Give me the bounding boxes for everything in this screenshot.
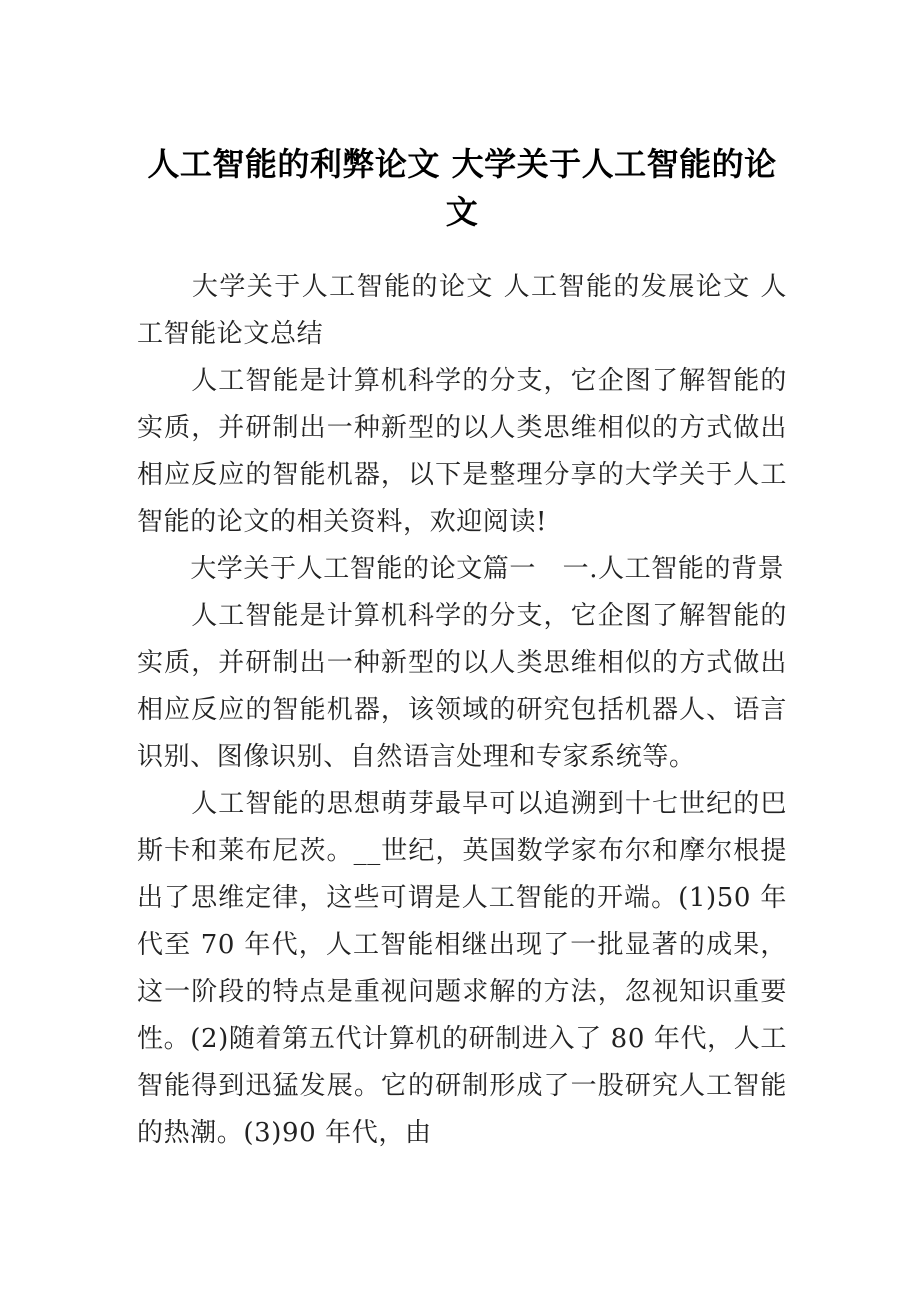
paragraph-background-definition: 人工智能是计算机科学的分支，它企图了解智能的实质，并研制出一种新型的以人类思维相似的方式做出相应反应的智能机器，该领域的研究包括机器人、语言识别、图像识别、自然语言处理和专家系统等。 <box>137 601 787 772</box>
paragraph-intro-keywords: 大学关于人工智能的论文 人工智能的发展论文 人工智能论文总结 <box>137 272 787 349</box>
document-content <box>137 140 787 1157</box>
page-title: 人工智能的利弊论文 大学关于人工智能的论文 <box>147 145 777 231</box>
paragraph-background-history: 人工智能的思想萌芽最早可以追溯到十七世纪的巴斯卡和莱布尼茨。__世纪，英国数学家布尔和摩尔根提出了思维定律，这些可谓是人工智能的开端。(1)50 年代至 70 年代，人工智能相继出现了一批显著的成果，这一阶段的特点是重视问题求解的方法，忽视知识重要性。(2)随着第五代计算机的研制进入了 80 年代，人工智能得到迅猛发展。它的研制形成了一股研究人工智能的热潮。(3)90 年代，由 <box>137 789 787 1148</box>
paragraph-intro-body: 人工智能是计算机科学的分支，它企图了解智能的实质，并研制出一种新型的以人类思维相似的方式做出相应反应的智能机器，以下是整理分享的大学关于人工智能的论文的相关资料，欢迎阅读! <box>137 366 787 537</box>
paragraph-section-heading-one: 大学关于人工智能的论文篇一 一.人工智能的背景 <box>137 554 785 584</box>
